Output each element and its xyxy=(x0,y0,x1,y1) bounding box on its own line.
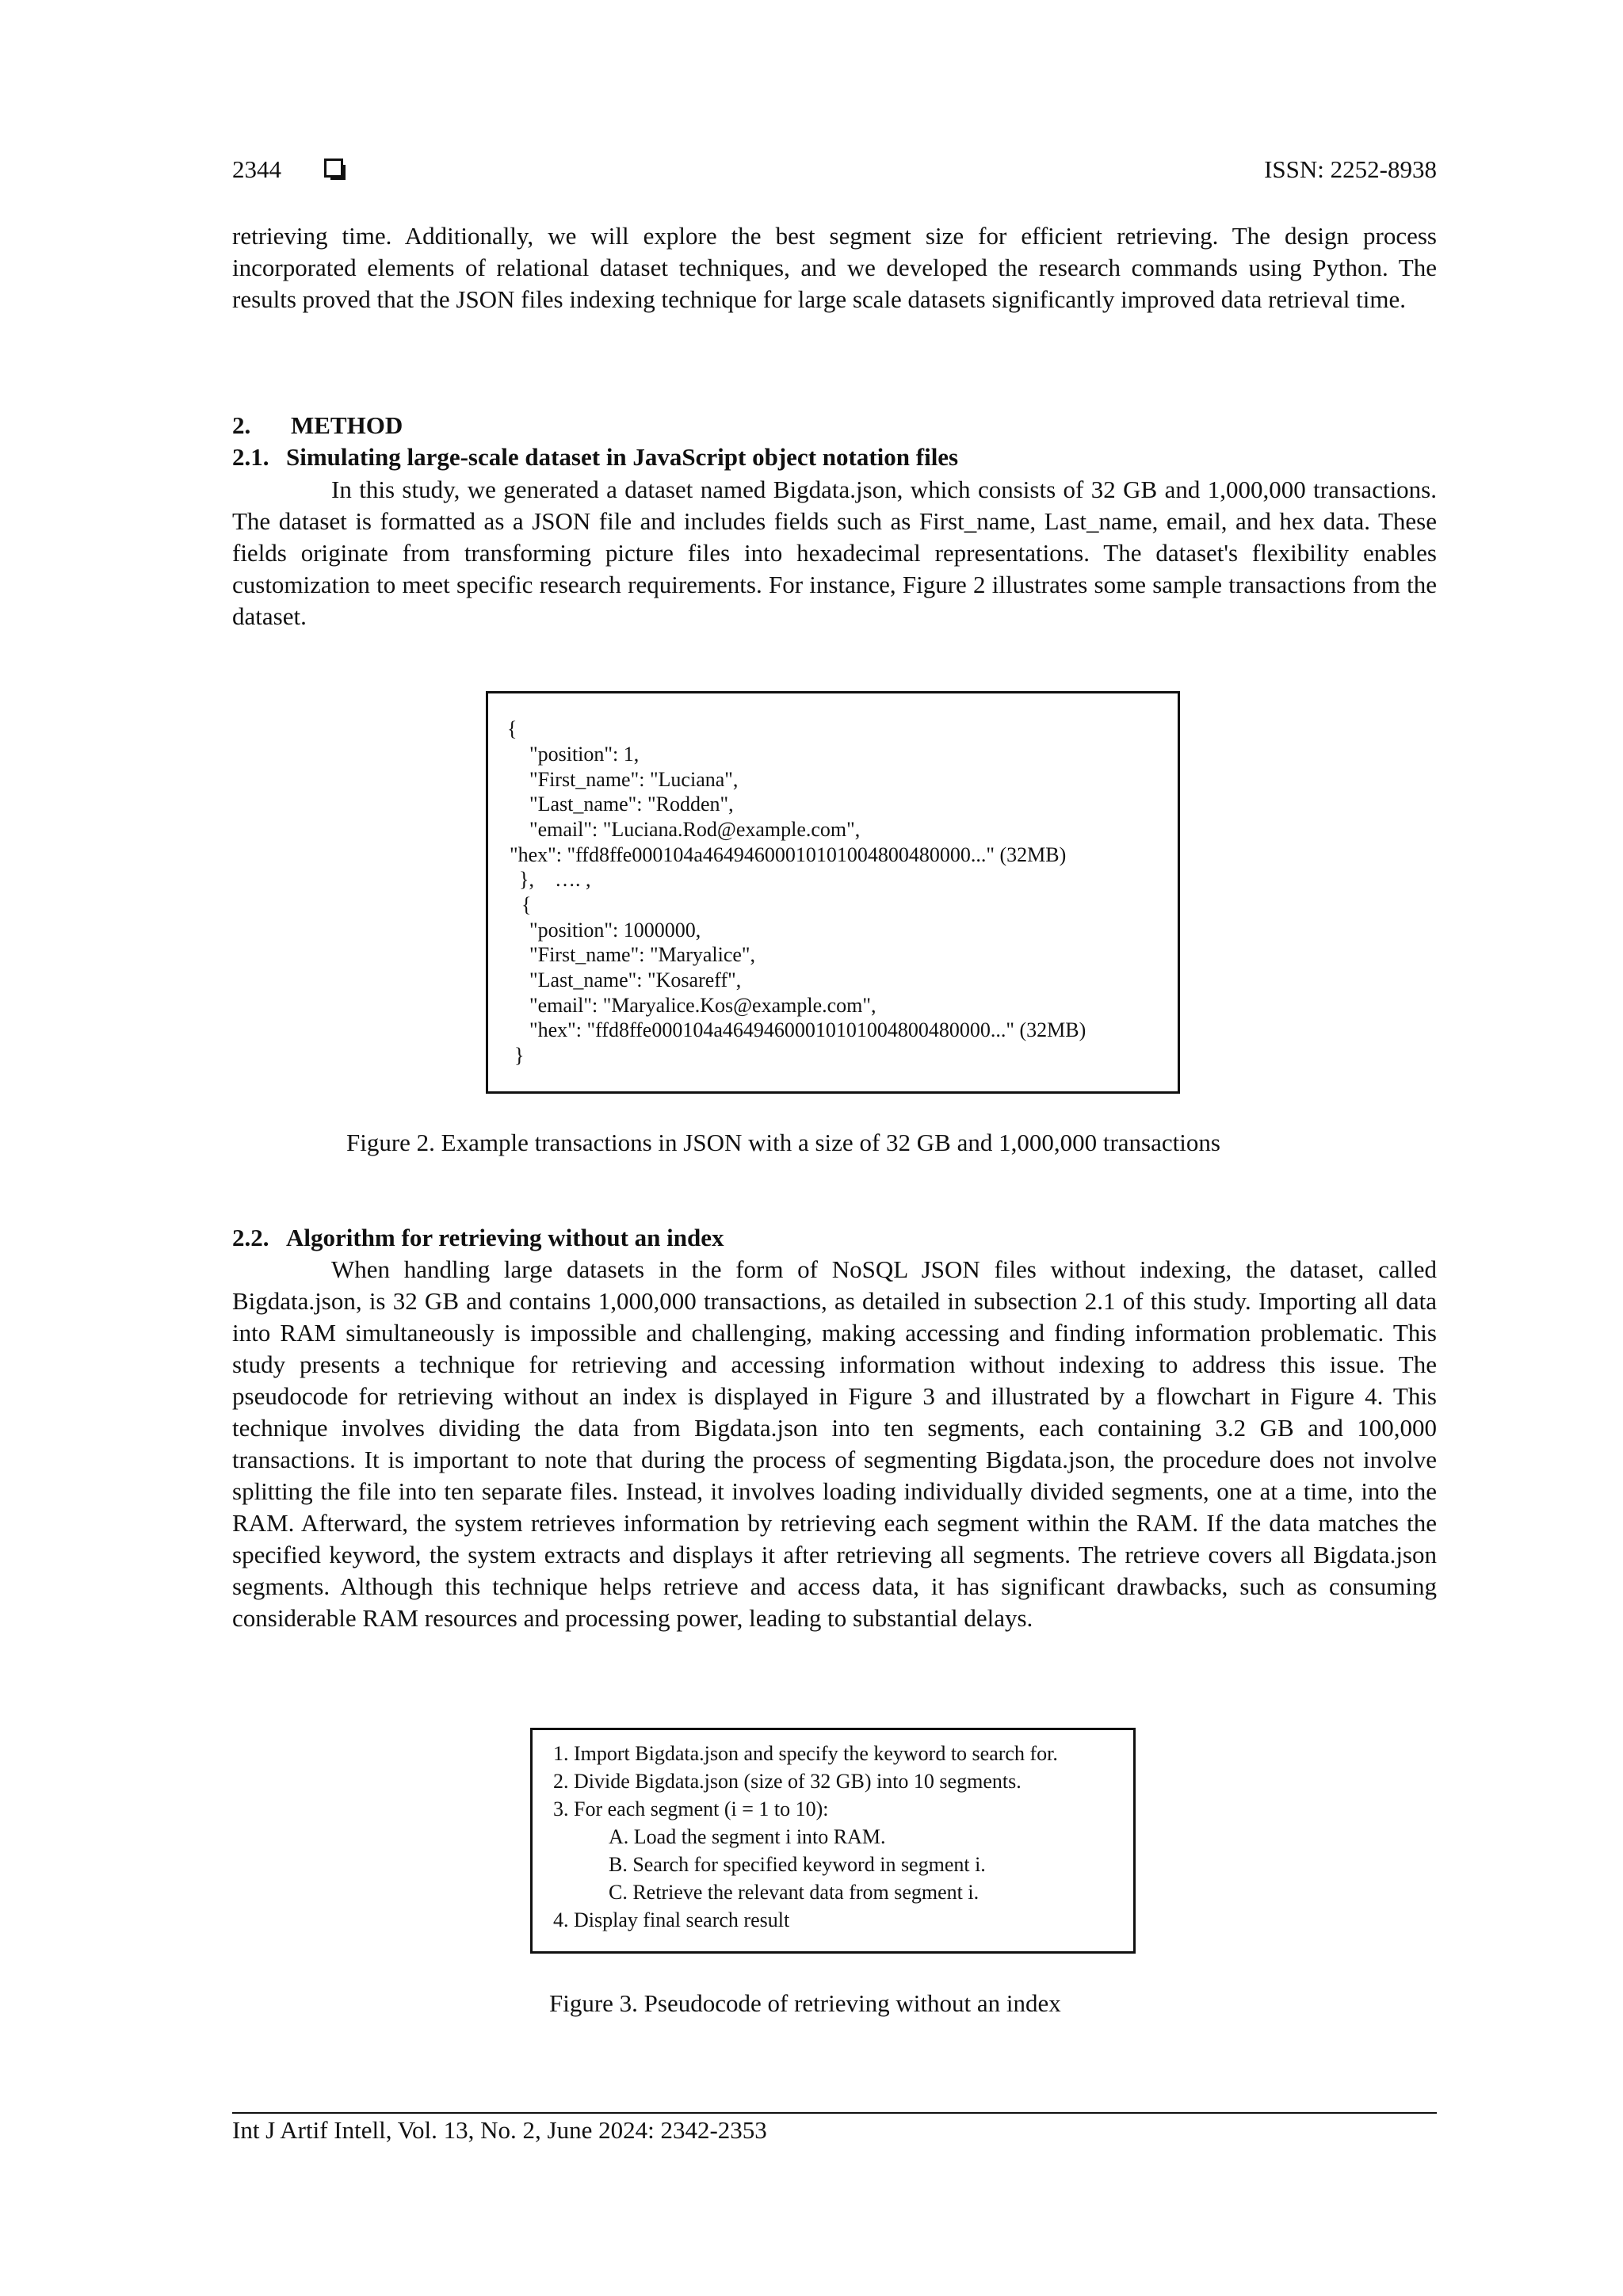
section-heading-method xyxy=(232,411,403,440)
json-line: "hex": "ffd8ffe000104a46494600010101004800480000..." (32MB) xyxy=(510,843,1067,866)
subsection-title: Simulating large-scale dataset in JavaScript object notation files xyxy=(286,443,959,471)
page-number: 2344 xyxy=(232,155,281,183)
subsection-number: 2.2. xyxy=(232,1224,269,1251)
journal-issn: ISSN: 2252-8938 xyxy=(1264,155,1437,183)
subsection-heading-2-1 xyxy=(232,443,958,472)
figure-2-caption: Figure 2. Example transactions in JSON with a size of 32 GB and 1,000,000 transactions xyxy=(346,1129,1220,1156)
section-number: 2. xyxy=(232,411,251,439)
json-line: { xyxy=(507,717,517,740)
subsection-number: 2.1. xyxy=(232,443,269,471)
intro-paragraph: retrieving time. Additionally, we will explore the best segment size for efficient retrieving. The design process incorporated elements of relational dataset techniques, and we developed the research commands using Python. The results proved that the JSON files indexing technique for large scale datasets significantly improved data retrieval time. xyxy=(232,222,1437,313)
checkbox-symbol-icon xyxy=(324,159,343,178)
json-line: { xyxy=(521,893,532,916)
pseudocode-line: 2. Divide Bigdata.json (size of 32 GB) into 10 segments. xyxy=(553,1770,1022,1793)
json-line: } xyxy=(514,1044,525,1067)
json-line: "First_name": "Maryalice", xyxy=(529,943,756,966)
json-line: "hex": "ffd8ffe000104a46494600010101004800480000..." (32MB) xyxy=(529,1018,1086,1041)
subsection-2-1-paragraph: In this study, we generated a dataset named Bigdata.json, which consists of 32 GB and 1,000,000 transactions. The dataset is formatted as a JSON file and includes fields such as First_name, Last_name, email, and hex data. These fields originate from transforming picture files into hexadecimal representations. The dataset's flexibility enables customization to meet specific research requirements. For instance, Figure 2 illustrates some sample transactions from the dataset. xyxy=(232,476,1437,630)
pseudocode-line: A. Load the segment i into RAM. xyxy=(609,1825,886,1848)
subsection-2-2-paragraph: When handling large datasets in the form of NoSQL JSON files without indexing, the dataset, called Bigdata.json, is 32 GB and contains 1,000,000 transactions, as detailed in subsection 2.1 of this study. Importing all data into RAM simultaneously is impossible and challenging, making accessing and finding information problematic. This study presents a technique for retrieving and accessing information without indexing to address this issue. The pseudocode for retrieving without an index is displayed in Figure 3 and illustrated by a flowchart in Figure 4. This technique involves dividing the data from Bigdata.json into ten segments, each containing 3.2 GB and 100,000 transactions. It is important to note that during the process of segmenting Bigdata.json, the procedure does not involve splitting the file into ten separate files. Instead, it involves loading individually divided segments, one at a time, into the RAM. Afterward, the system retrieves information by retrieving each segment within the RAM. If the data matches the specified keyword, the system extracts and displays it after retrieving all segments. The retrieve covers all Bigdata.json segments. Although this technique helps retrieve and access data, it has significant drawbacks, such as consuming considerable RAM resources and processing power, leading to substantial delays. xyxy=(232,1255,1437,1632)
pseudocode-line: 3. For each segment (i = 1 to 10): xyxy=(553,1797,829,1820)
pseudocode-line: B. Search for specified keyword in segment i. xyxy=(609,1853,986,1876)
json-line: "email": "Luciana.Rod@example.com", xyxy=(529,818,861,841)
json-line: "position": 1, xyxy=(529,743,640,766)
figure-2-json-box xyxy=(486,691,1180,1094)
json-line: }, …. , xyxy=(519,868,591,891)
json-line: "Last_name": "Kosareff", xyxy=(529,968,742,991)
pseudocode-line: C. Retrieve the relevant data from segment i. xyxy=(609,1881,980,1904)
subsection-title: Algorithm for retrieving without an index xyxy=(286,1224,724,1251)
footer-citation: Int J Artif Intell, Vol. 13, No. 2, June 2024: 2342-2353 xyxy=(232,2116,767,2144)
json-line: "First_name": "Luciana", xyxy=(529,768,739,791)
pseudocode-line: 1. Import Bigdata.json and specify the keyword to search for. xyxy=(553,1742,1058,1765)
json-line: "Last_name": "Rodden", xyxy=(529,793,734,816)
pseudocode-line: 4. Display final search result xyxy=(553,1908,790,1931)
figure-3-pseudocode-box xyxy=(530,1728,1136,1954)
json-line: "position": 1000000, xyxy=(529,919,701,942)
json-line: "email": "Maryalice.Kos@example.com", xyxy=(529,994,876,1017)
subsection-heading-2-2 xyxy=(232,1224,724,1252)
figure-3-caption: Figure 3. Pseudocode of retrieving without an index xyxy=(549,1989,1061,2017)
section-title: METHOD xyxy=(291,411,403,439)
footer-divider xyxy=(232,2112,1437,2114)
